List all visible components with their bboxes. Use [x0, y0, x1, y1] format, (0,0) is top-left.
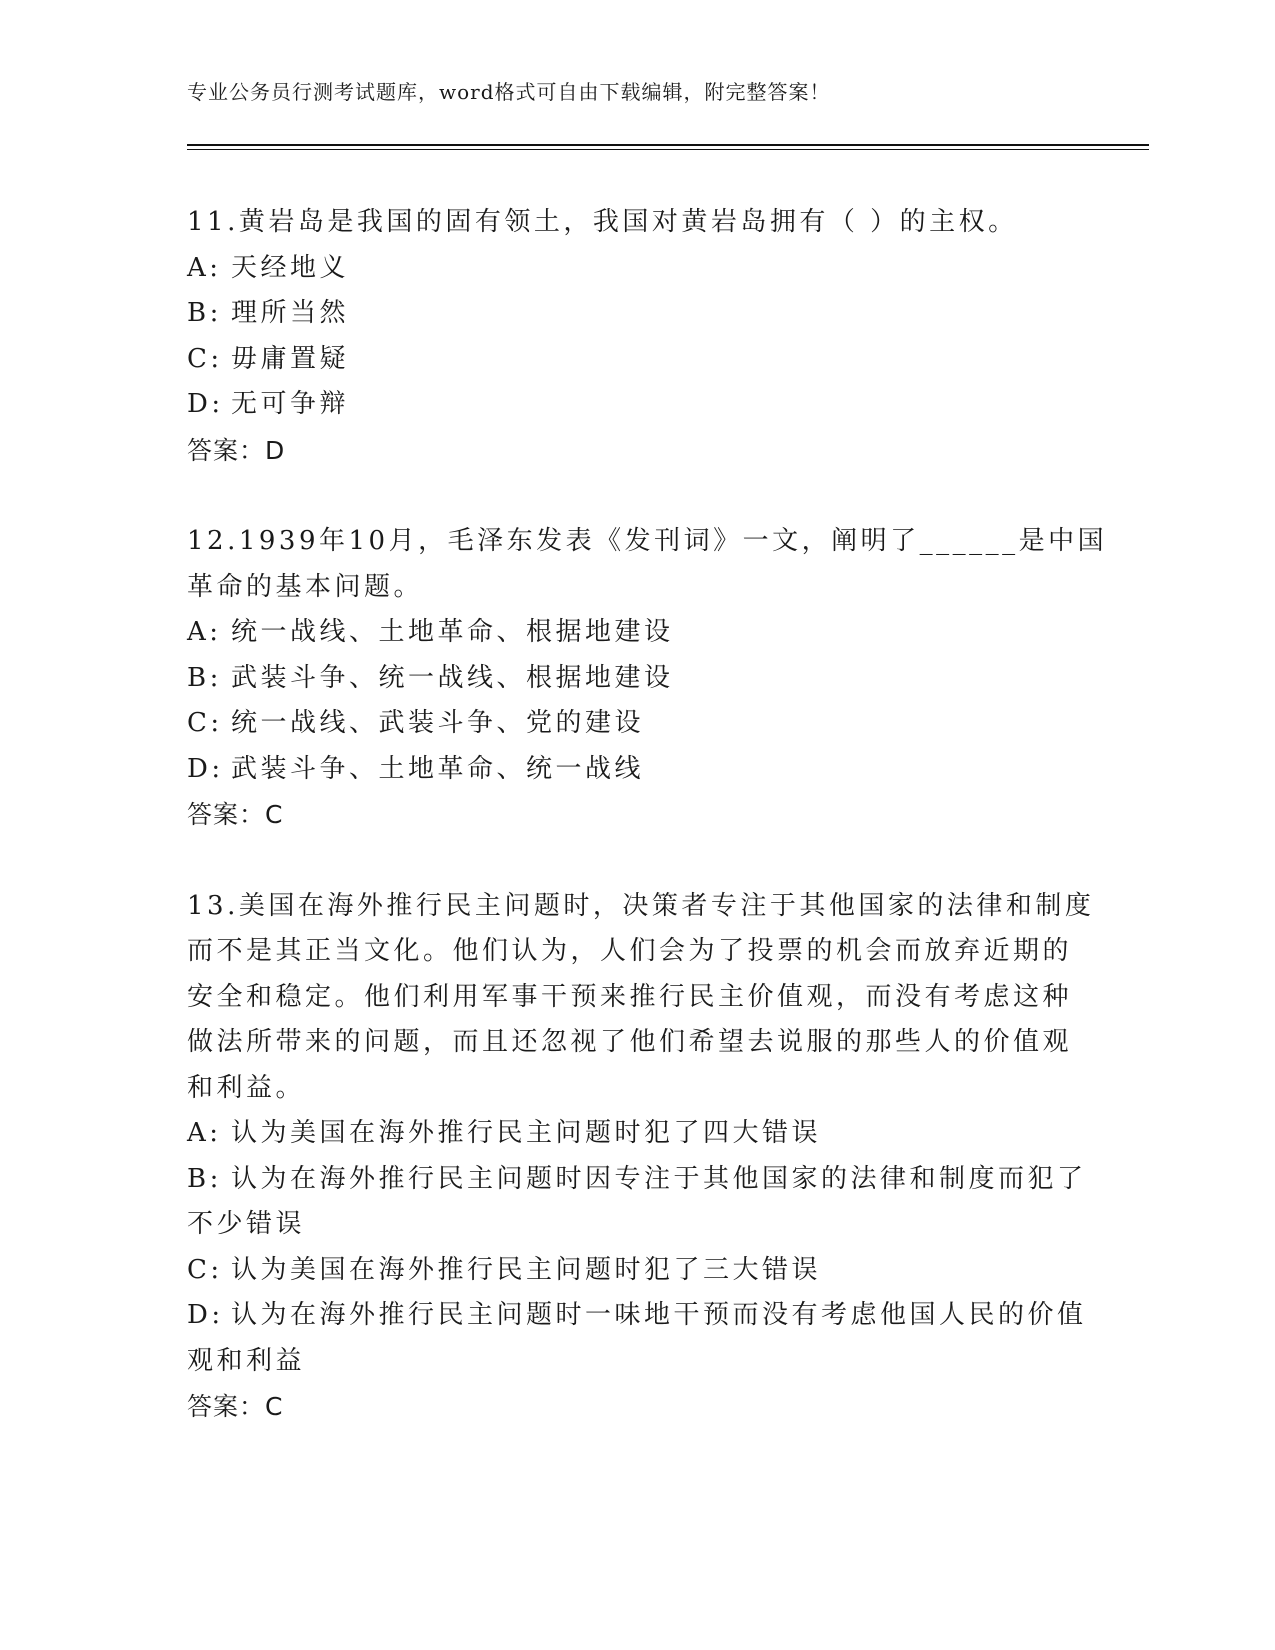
page-header: 专业公务员行测考试题库，word格式可自由下载编辑，附完整答案！	[187, 80, 831, 104]
option-key: B:	[187, 298, 222, 328]
question-13	[187, 884, 1095, 1430]
option-key: C:	[187, 343, 223, 374]
option-key: D:	[187, 389, 224, 419]
option-text: 认为在海外推行民主问题时一味地干预而没有考虑他国人民的价值	[231, 1300, 1087, 1330]
header-divider	[187, 144, 1149, 150]
option-text: 武装斗争、统一战线、根据地建设	[231, 662, 674, 693]
option-d	[187, 747, 1087, 793]
option-b	[187, 656, 1087, 702]
option-text: 无可争辩	[231, 389, 350, 419]
option-text: 武装斗争、土地革命、统一战线	[231, 753, 645, 784]
question-11	[187, 200, 1087, 473]
answer-line: 答案：C	[187, 800, 284, 829]
question-stem: 12.1939年10月，毛泽东发表《发刊词》一文，阐明了______是中国	[187, 526, 1108, 556]
question-stem: 11.黄岩岛是我国的固有领土，我国对黄岩岛拥有（ ）的主权。	[187, 207, 1018, 237]
option-key: B:	[187, 662, 222, 693]
answer-line: 答案：C	[187, 1392, 284, 1421]
question-stem: 安全和稳定。他们利用军事干预来推行民主价值观，而没有考虑这种	[187, 981, 1073, 1012]
option-text: 毋庸置疑	[231, 343, 350, 374]
option-a	[187, 610, 1087, 656]
option-key: C:	[187, 708, 223, 738]
option-d	[187, 382, 1087, 428]
option-b-continued: 不少错误	[187, 1209, 306, 1239]
option-text: 认为美国在海外推行民主问题时犯了三大错误	[231, 1254, 822, 1285]
answer-line: 答案：D	[187, 435, 286, 465]
option-text: 认为美国在海外推行民主问题时犯了四大错误	[231, 1118, 822, 1148]
question-stem: 而不是其正当文化。他们认为，人们会为了投票的机会而放弃近期的	[187, 936, 1073, 966]
question-stem: 13.美国在海外推行民主问题时，决策者专注于其他国家的法律和制度	[187, 890, 1095, 921]
option-key: A:	[187, 252, 222, 283]
option-c	[187, 1248, 1087, 1294]
option-key: A:	[187, 1118, 222, 1148]
option-text: 认为在海外推行民主问题时因专注于其他国家的法律和制度而犯了	[231, 1163, 1087, 1194]
question-stem: 和利益。	[187, 1072, 306, 1103]
option-key: C:	[187, 1254, 223, 1285]
option-d	[187, 1293, 1087, 1339]
option-text: 统一战线、武装斗争、党的建设	[231, 708, 645, 738]
question-stem: 做法所带来的问题，而且还忽视了他们希望去说服的那些人的价值观	[187, 1027, 1073, 1057]
option-c	[187, 337, 1087, 383]
option-key: B:	[187, 1163, 222, 1194]
option-b	[187, 1157, 1087, 1203]
option-key: D:	[187, 753, 224, 784]
option-d-continued: 观和利益	[187, 1345, 306, 1376]
option-b	[187, 291, 1087, 337]
question-12	[187, 519, 1108, 838]
option-text: 理所当然	[231, 298, 350, 328]
option-text: 统一战线、土地革命、根据地建设	[231, 617, 674, 647]
option-key: D:	[187, 1300, 224, 1330]
option-key: A:	[187, 617, 222, 647]
question-list	[187, 200, 1108, 1476]
option-text: 天经地义	[231, 252, 350, 283]
option-a	[187, 246, 1087, 292]
option-a	[187, 1111, 1087, 1157]
option-c	[187, 701, 1087, 747]
question-stem: 革命的基本问题。	[187, 571, 424, 602]
